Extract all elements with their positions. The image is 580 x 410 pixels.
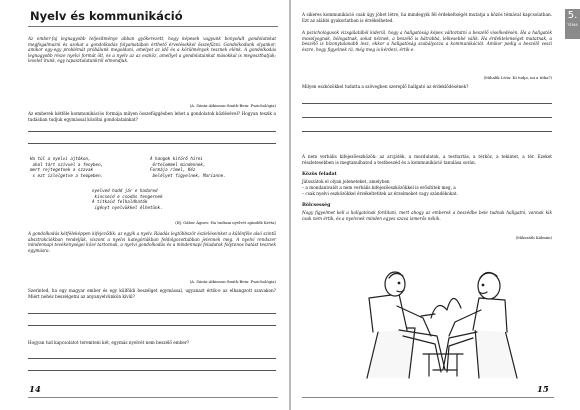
footer-divider	[302, 397, 554, 398]
paragraph-2-source: (A. Sánta-Atkinson-Smith-Bem: Pszichológia)	[189, 279, 276, 284]
question-3: Hogyan tud kapcsolatot teremteni két, egymás nyelvét nem beszélő ember?	[28, 340, 190, 345]
answer-line	[28, 313, 276, 314]
right-quote: A pszichológusok vizsgálatából kiderül, hogy a hallgatóság képes változtatni a beszélő viselkedésén. Ha a hallgatók mosolyognak, bólogatnak, sokat néznek, a beszélő is bátrabbá, lelkesebbé válik. Ha érdektelenséget mutatnak, a beszélő is bizonytalanabb lesz, ekkor a hallgatóság szabályozza a kommunikációt. Amikor pedig a beszélő veszi észre, hogy figyelnek rá, még meg is kérdezi, értik-e.	[302, 30, 552, 52]
right-quote-source: (Mihalik Lívia: Ki tudja, mi a titka?)	[483, 75, 552, 80]
page-number-left: 14	[29, 385, 41, 395]
intro-source: (A. Sánta-Atkinson-Smith-Bem: Pszichológia)	[189, 103, 276, 108]
task-item: – csak nyelvi eszközökkel érzékeltetitek az érzelmeket vagy szándékokat.	[302, 190, 458, 196]
paragraph-2: A gondolkodás kétféleképpen kifejeződik: az egyik a nyelv. Ráadás legtöbbször észleléseinket a különféle alsó szintű absztrakciókban rendeljük, viszont a nyelvi kategóriákban feldolgozottabban jelennek meg. A nyelvi rendszer mindennapi tevékenységei közé tartoznak, a nyelvi gondolkodás és a mindennapi feladatok folytonos hatást tesznek egymásra.	[28, 231, 276, 253]
wisdom-text: Nagy figyelmet kell a hallgatónak fordítani, mert ahogy az emberek a beszédbe bele tudnak hallgatni, vannak kik csak nem értik, és a nyelvnek minden egyes szava ismerős nékik.	[302, 210, 552, 221]
poem-source: (Ifj. Gábor Ágnes: Ha tudtam nyelvét ajándék Kréta)	[175, 220, 276, 225]
wisdom-heading: Bölcsesség	[302, 203, 331, 208]
question-2: Szerinted, ha egy magyar ember és egy külföldi beszélget egymással, ugyanazt értik-e az elhangzott szavakon? Miért nehéz beszélgetni az anyanyelvünkön kívül?	[28, 288, 276, 299]
right-question-1: Milyen eszközökkel tudatta a szövegben szereplő hallgató az érdeklődésének?	[302, 84, 469, 89]
task-item: – a mondanivalót a nem verbális kifejezőeszközökkel is erősítitek meg, a	[302, 185, 456, 190]
task-list	[302, 185, 552, 196]
intro-paragraph: Az ember-faj legnagyobb teljesítménye abban gyökerezett, hogy képesek vagyunk bonyolult gondolatokat megfogalmazni és azokat a gondolkodás folyamatában érthető érvelésekkel összefűzni. Gondolkodunk olyankor, amikor egy-egy problémát próbálunk megoldani, amelyet az idő és a körülmények tesznek elénk. A gondolkodás legnagyobb része nyelvi formát ölt, és a nyelv az az eszköz, amellyel a gondolatainkat másokkal is megoszthatjuk; levelet írunk, egy tapasztalatunkról elmondjuk.	[28, 36, 276, 64]
poem-left: Ha túl a nyelvi ajtókon, ahol tárt szívvel a fenyben, mert rejtegetnek a szavak s ezt ízlelgetve a teopeben.	[30, 156, 104, 178]
page-title: Nyelv és kommunikáció	[30, 9, 183, 23]
question-1: Az emberek kétféle kommunikációs formája milyen összefüggésben lehet a gondolatok közlésével? Hogyan teszik a tudásban tudjuk egymással közölni gondolatainkat?	[28, 111, 276, 122]
theme-tab	[565, 9, 580, 39]
conversation-cartoon-illustration	[337, 258, 532, 380]
task-text: Játsszátok el olyan jeleneteket, amelyben	[302, 179, 390, 184]
answer-line	[28, 131, 276, 132]
right-paragraph-1: A sikeres kommunikáció csak úgy jöhet létre, ha mindegyik fél érdekeltségét mutatja a közös témával kapcsolatban. Ezt az alábbi gyakorlatban is érzékelheted.	[302, 12, 552, 23]
poem-middle: nyelved hadd jár e hadared kincseid e csodás tengernek A titkaid felhaldhatók igényt nyelvükkel élhetünk.	[92, 188, 163, 210]
answer-line	[28, 143, 276, 144]
right-paragraph-2: A nem verbális kifejezőeszközök: az arcjáték, a mozdulatok, a testtartás, a térköz, a tekintet, a tér. Ezeket részletesebben is megtanulhatod a testbeszéd és a kommunikáció tanulása során.	[302, 154, 552, 165]
answer-line	[28, 358, 276, 359]
left-page	[0, 0, 289, 410]
wisdom-source: (Mikszáth Kálmán)	[515, 235, 552, 240]
poem-right: A hangok kitörő hírei értelemmel mindennek, Formája rímel, Kéz belélyet figyelnek, Marianne.	[150, 156, 226, 178]
task-heading: Közös feladat	[302, 172, 337, 177]
answer-line	[28, 325, 276, 326]
theme-number: 5.	[567, 10, 578, 21]
answer-line	[302, 117, 552, 118]
title-divider	[28, 26, 278, 27]
answer-line	[28, 370, 276, 371]
footer-divider	[28, 397, 278, 398]
page-number-right: 15	[537, 385, 549, 395]
answer-line	[302, 103, 552, 104]
answer-line	[302, 131, 552, 132]
theme-label: TÉMA	[567, 23, 578, 27]
